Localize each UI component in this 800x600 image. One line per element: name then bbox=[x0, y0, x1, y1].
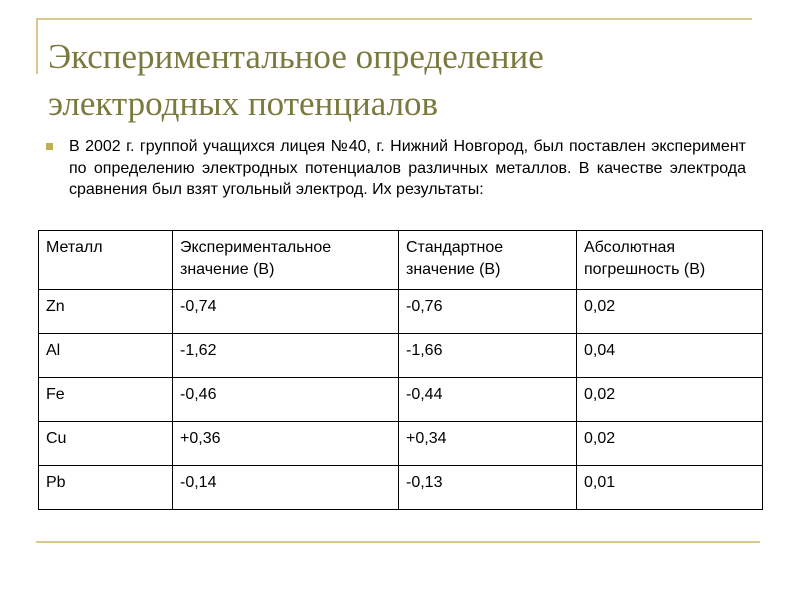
title-line-1: Экспериментальное определение bbox=[48, 37, 544, 76]
cell-error: 0,01 bbox=[577, 466, 763, 510]
top-rule bbox=[36, 18, 752, 20]
cell-metal: Al bbox=[39, 334, 173, 378]
table-row bbox=[39, 466, 763, 510]
cell-experimental: +0,36 bbox=[173, 422, 399, 466]
cell-standard: -0,13 bbox=[399, 466, 577, 510]
title-line-2: электродных потенциалов bbox=[48, 84, 439, 123]
cell-error: 0,02 bbox=[577, 378, 763, 422]
table-row bbox=[39, 422, 763, 466]
bullet-square-icon bbox=[46, 143, 53, 150]
cell-experimental: -0,14 bbox=[173, 466, 399, 510]
table-header-row bbox=[39, 231, 763, 290]
left-rule bbox=[36, 18, 38, 74]
cell-experimental: -1,62 bbox=[173, 334, 399, 378]
cell-standard: -0,44 bbox=[399, 378, 577, 422]
cell-metal: Pb bbox=[39, 466, 173, 510]
cell-metal: Fe bbox=[39, 378, 173, 422]
header-standard-value: Стандартное значение (В) bbox=[399, 231, 577, 290]
cell-metal: Zn bbox=[39, 290, 173, 334]
bullet-text: В 2002 г. группой учащихся лицея №40, г. Нижний Новгород, был поставлен эксперимент по определению электродных потенциалов различных металлов. В качестве электрода сравнения был взят угольный электрод. Их результаты: bbox=[69, 138, 746, 198]
cell-experimental: -0,74 bbox=[173, 290, 399, 334]
cell-standard: +0,34 bbox=[399, 422, 577, 466]
cell-standard: -0,76 bbox=[399, 290, 577, 334]
table-row bbox=[39, 334, 763, 378]
cell-metal: Cu bbox=[39, 422, 173, 466]
slide-title bbox=[48, 33, 768, 127]
header-metal: Металл bbox=[39, 231, 173, 290]
bottom-rule bbox=[36, 541, 760, 543]
table-row bbox=[39, 290, 763, 334]
cell-error: 0,02 bbox=[577, 422, 763, 466]
cell-experimental: -0,46 bbox=[173, 378, 399, 422]
header-absolute-error: Абсолютная погрешность (В) bbox=[577, 231, 763, 290]
table-row bbox=[39, 378, 763, 422]
cell-standard: -1,66 bbox=[399, 334, 577, 378]
cell-error: 0,04 bbox=[577, 334, 763, 378]
cell-error: 0,02 bbox=[577, 290, 763, 334]
header-experimental-value: Экспериментальное значение (В) bbox=[173, 231, 399, 290]
results-table bbox=[38, 230, 763, 510]
